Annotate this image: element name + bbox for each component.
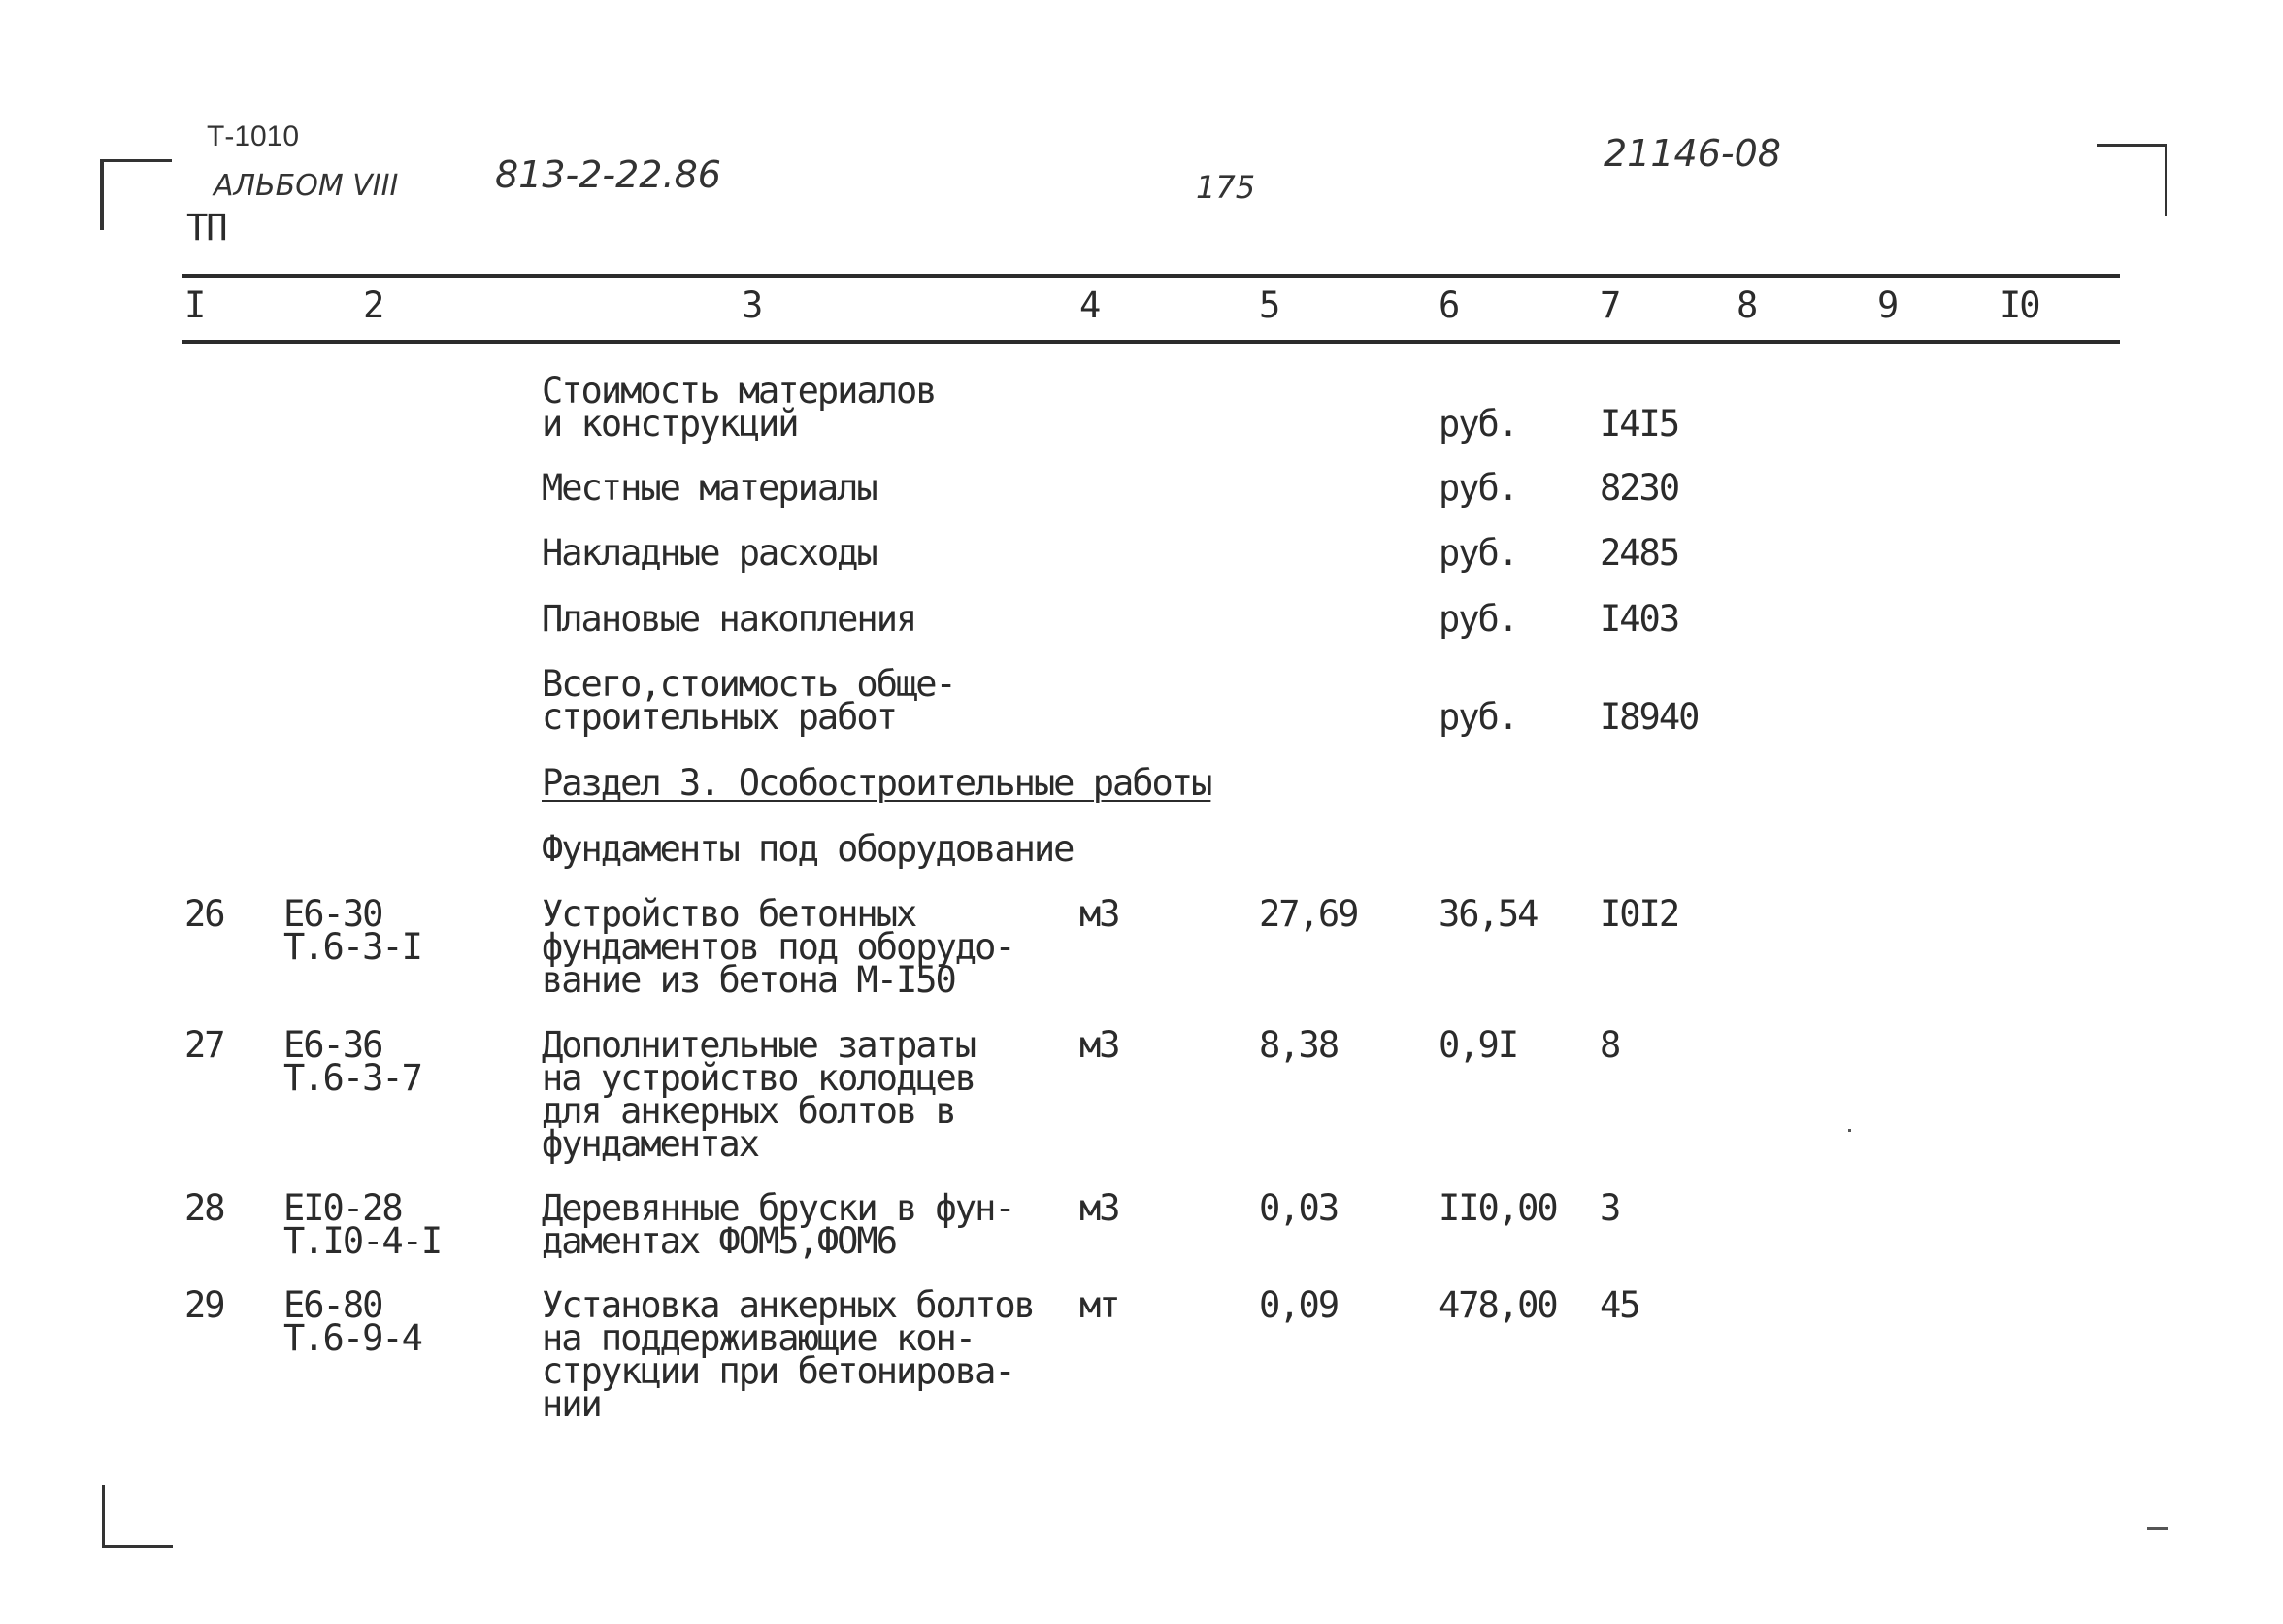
album-label: АЛЬБОМ VIII (214, 169, 399, 203)
item-unit: м3 (1079, 893, 1119, 935)
cost-item-name: Плановые накопления (542, 598, 916, 640)
item-total: I0I2 (1600, 893, 1679, 935)
doc-number: 21146-08 (1604, 132, 1781, 175)
header-rule-top (182, 274, 2120, 278)
item-price: II0,00 (1439, 1187, 1557, 1229)
column-header: 8 (1737, 284, 1757, 326)
item-name: Устройство бетонных фундаментов под оборудо- вание из бетона М-I50 (542, 893, 1014, 1001)
tp-label: ТП (186, 207, 226, 249)
item-quantity: 0,03 (1259, 1187, 1339, 1229)
item-quantity: 27,69 (1259, 893, 1358, 935)
item-code: Е6-36 Т.6-3-7 (283, 1024, 421, 1099)
column-header: 2 (363, 284, 383, 326)
item-name: Установка анкерных болтов на поддерживающие кон- струкции при бетонирова- нии (542, 1284, 1034, 1425)
cost-unit: руб. (1439, 598, 1518, 640)
cost-item-name: Местные материалы (542, 467, 877, 509)
cost-total: I4I5 (1600, 403, 1679, 445)
scan-speck (1848, 1129, 1851, 1132)
cost-unit: руб. (1439, 403, 1518, 445)
cost-item-name: Всего,стоимость обще- строительных работ (542, 663, 955, 738)
item-code: Е6-30 Т.6-3-I (283, 893, 421, 968)
column-header: 9 (1877, 284, 1898, 326)
cost-unit: руб. (1439, 532, 1518, 574)
cost-item-name: Стоимость материалов и конструкций (542, 370, 936, 445)
corner-mark-top-right (2097, 144, 2167, 216)
cost-total: 2485 (1600, 532, 1679, 574)
item-price: 478,00 (1439, 1284, 1557, 1326)
column-header: 6 (1439, 284, 1459, 326)
header-rule-bottom (182, 340, 2120, 344)
item-total: 8 (1600, 1024, 1620, 1066)
column-header: 4 (1079, 284, 1100, 326)
corner-mark-bottom-left (102, 1485, 173, 1548)
section-title: Раздел 3. Особостроительные работы (542, 762, 1211, 804)
item-price: 36,54 (1439, 893, 1538, 935)
item-quantity: 8,38 (1259, 1024, 1339, 1066)
page-number: 175 (1196, 169, 1256, 206)
cost-unit: руб. (1439, 467, 1518, 509)
column-header: 3 (742, 284, 762, 326)
column-header: 7 (1600, 284, 1620, 326)
corner-mark-top-left (100, 159, 172, 230)
item-code: Е6-80 Т.6-9-4 (283, 1284, 421, 1359)
column-header: 5 (1259, 284, 1279, 326)
item-total: 3 (1600, 1187, 1620, 1229)
cost-total: I403 (1600, 598, 1679, 640)
item-name: Деревянные бруски в фун- даментах ФОМ5,ФОМ6 (542, 1187, 1014, 1262)
item-number: 27 (184, 1024, 224, 1066)
cost-total: I8940 (1600, 696, 1699, 738)
document-code: Т-1010 (207, 120, 300, 152)
project-number: 813-2-22.86 (495, 153, 721, 196)
cost-total: 8230 (1600, 467, 1679, 509)
item-number: 28 (184, 1187, 224, 1229)
item-unit: м3 (1079, 1024, 1119, 1066)
cost-item-name: Накладные расходы (542, 532, 877, 574)
scan-speck (2147, 1527, 2168, 1530)
item-number: 26 (184, 893, 224, 935)
cost-unit: руб. (1439, 696, 1518, 738)
item-code: ЕI0-28 Т.I0-4-I (283, 1187, 442, 1262)
column-header: I0 (2000, 284, 2039, 326)
subsection-title: Фундаменты под оборудование (542, 828, 1074, 870)
item-total: 45 (1600, 1284, 1639, 1326)
item-quantity: 0,09 (1259, 1284, 1339, 1326)
item-unit: мт (1079, 1284, 1119, 1326)
item-price: 0,9I (1439, 1024, 1518, 1066)
item-unit: м3 (1079, 1187, 1119, 1229)
item-name: Дополнительные затраты на устройство колодцев для анкерных болтов в фундаментах (542, 1024, 976, 1165)
column-header: I (184, 284, 205, 326)
item-number: 29 (184, 1284, 224, 1326)
